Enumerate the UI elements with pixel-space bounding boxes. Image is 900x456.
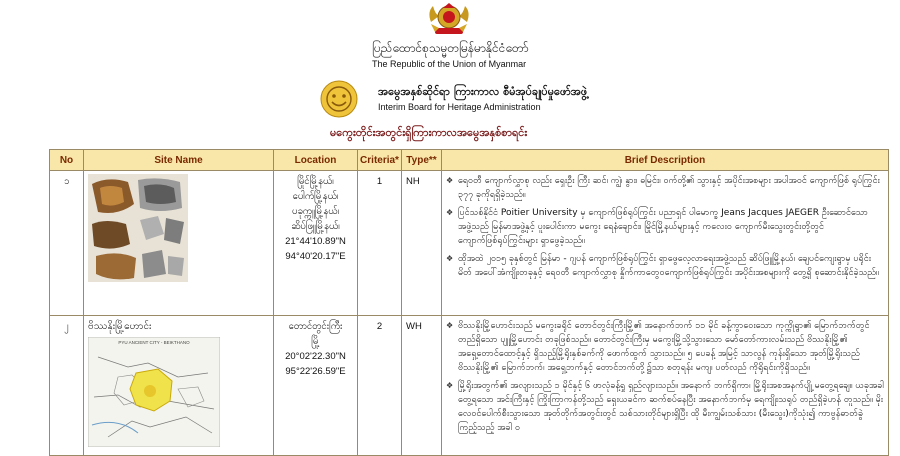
column-header-no: No	[50, 150, 84, 171]
type-cell: NH	[402, 171, 442, 316]
site-name: ဗိဿနိုးမြို့ဟောင်း	[88, 321, 152, 332]
table-row	[50, 171, 889, 316]
location-line: ပေါက်မြို့နယ်၊	[292, 191, 339, 202]
description-item: ❖ ရေဝတီ ကျောက်လွှာစု လည်း ရှေးဦး ကြီး ဆင်၊ ကျွဲ၊ နွား၊ ဓမြင်း၊ ဝက်တို့၏ သွားနှင့် အပိုင်းအစများ အပါအဝင် ကျောက်ဖြစ် ရုပ်ကြွင်း ၃၇၇ ခုကိုရရှိခဲ့သည်။	[458, 174, 884, 202]
description-cell	[442, 316, 889, 456]
state-emblem-icon	[425, 2, 473, 36]
latitude: 21°44'10.89"N	[285, 236, 346, 247]
government-name-english: The Republic of the Union of Myanmar	[372, 59, 527, 69]
description-item: ❖ မြို့ရိုးအတွက်၏ အလျားသည် ၁ မိုင်နှင့် ၆ ဖာလုံခန့်ရှု ရှည်လျားသည်။ အနောက် ဘက်ရှိကာ၊ မြို့ရိုးအစအနက်ပျို့ မတွေ့ရချေ။ ယခုအခါ တွေ့ရသော အင်းကြီးနှင့် ကြိုးကြာကန်တို့သည် ရှေးယခင်က ဆက်စပ်နေပြီး အနောက်ဘက်မှ ရေကျိုးသရုပ် တည်ရှိခဲ့ဟန် တူသည်။ မိုးလေဝင်ပေါက်စီးသွားသော အုတ်တိုက်အတွင်းတွင် သစ်သားတိုင်များရှိပြီး ထို မီးကျွမ်းသစ်သား (မီးသွေး)ကိုသုံး၍ ကာဗွန်ဓာတ်ခွဲ ကြည့်သည့် အခါ ဝ	[458, 379, 884, 435]
location-cell	[274, 171, 358, 316]
row-number: ၂	[50, 316, 84, 456]
description-list	[446, 319, 884, 435]
location-line: မြို့	[311, 336, 320, 347]
description-cell	[442, 171, 889, 316]
fossil-photo-collage	[88, 174, 188, 282]
type-cell: WH	[402, 316, 442, 456]
location-line: တောင်တွင်းကြီး	[288, 321, 343, 332]
description-item: ❖ ထိုအထဲ ၂၀၁၅ ခုနှစ်တွင် မြန်မာ - ဂျပန် ကျောက်ဖြစ်ရုပ်ကြွင်း ရှာဖွေလေ့လာရေးအဖွဲ့သည် ဆိပ်ဖြူမြို့နယ်၊ ချေပင်ကျေးရွာမှ ပရိုင်းမိတ် အပေါ်အံကျိုးတခုနှင့် ရေဝတီ ကျောက်လွှာစု နှိုက်ကာတွေ၀ကျောက်ဖြစ်ရုပ်ကြွင်း အပိုင်းအစများကို တွေ့ရှိ စုဆောင်းနိုင်ခဲ့သည်။	[458, 252, 884, 280]
location-line: မြိုင်မြို့နယ်၊	[297, 176, 334, 187]
heritage-board-heading	[378, 84, 587, 113]
location-cell	[274, 316, 358, 456]
longitude: 95°22'26.59"E	[285, 366, 346, 377]
location-line: ဆိပ်ဖြူမြို့နယ်၊	[291, 221, 340, 232]
board-name-english: Interim Board for Heritage Administration	[378, 102, 541, 112]
site-map	[88, 337, 220, 447]
government-heading	[372, 40, 529, 70]
column-header-brief-description: Brief Description	[442, 150, 889, 171]
map-title: PYU ANCIENT CITY - BEIKTHANO	[118, 340, 190, 345]
heritage-sites-table	[49, 149, 889, 456]
criteria-cell: 1	[358, 171, 402, 316]
list-title: မကွေးတိုင်းအတွင်းရှိကြားကာလအမွေအနှစ်စာရင်း	[330, 126, 528, 139]
board-name-myanmar: အမွေအနှစ်ဆိုင်ရာ ကြားကာလ စီမံအုပ်ချုပ်မှုဖော်အဖွဲ့	[378, 85, 588, 98]
table-header-row	[50, 150, 889, 171]
column-header-type: Type**	[402, 150, 442, 171]
government-name-myanmar: ပြည်ထောင်စုသမ္မတမြန်မာနိုင်ငံတော်	[372, 41, 529, 55]
heritage-board-logo-icon	[320, 80, 358, 118]
column-header-location: Location	[274, 150, 358, 171]
site-name-cell	[84, 171, 274, 316]
column-header-criteria: Criteria*	[358, 150, 402, 171]
location-line: ပခုက္ကူမြို့နယ်၊	[292, 206, 339, 217]
description-item: ❖ ပြင်သစ်နိုင်ငံ Poitier University မှ ကျောက်ဖြစ်ရုပ်ကြွင်း ပညာရှင် ပါမောက္ခ Jeans Jacques JAEGER ဦးဆောင်သော အဖွဲ့သည် မြန်မာအဖွဲ့နှင့် ပူးပေါင်းကာ မကွေး ရေနံချောင်း၊ မြိုင်မြို့နယ်များနှင့် ကလေး၀ ကျောက်မီးသွေးတွင်းတို့တွင် ကျောက်ဖြစ်ရုပ်ကြွင်းများ ရှာဖွေခဲ့သည်။	[458, 206, 884, 248]
row-number: ၁	[50, 171, 84, 316]
description-list	[446, 174, 884, 280]
longitude: 94°40'20.17"E	[285, 251, 346, 262]
table-row	[50, 316, 889, 456]
latitude: 20°02'22.30"N	[285, 351, 346, 362]
column-header-site-name: Site Name	[84, 150, 274, 171]
criteria-cell: 2	[358, 316, 402, 456]
site-name-cell	[84, 316, 274, 456]
description-item: ❖ ဗိဿနိုးမြို့ဟောင်းသည် မကွေးခရိုင် တောင်တွင်းကြီးမြို့၏ အနောက်ဘက် ၁၁ မိုင် ခန့်ကွာဝေးသော ကုက္ကိုရွာ၏ မြောက်ဘက်တွင် တည်ရှိသော ပျူမြို့ဟောင်း တခုဖြစ်သည်။ တောင်တွင်းကြီးမှ မကွေးမြို့သို့သွားသော မော်တော်ကားလမ်းသည် ဗိဿနိုးမြို့၏ အရှေ့တောင်ထောင့်နှင့် ရှိသည့်မြို့ရိုးနှစ်ခက်ကို ဖောက်ထွက် သွားသည်။ ၅ ပေခန့် အမြင့် သာလွန် ကုန်းရှိသော အုတ်မြို့ရိုးသည် ဗိဿနိုးမြို့၏ မြောက်ဘက်၊ အရှေ့ဘက်နှင့် တောင်ဘက်တို့၌သာ စတုရန်း မကျ၊ ပတ်လည် ကိုရိုရင်းကိုရှိသည်။	[458, 319, 884, 375]
